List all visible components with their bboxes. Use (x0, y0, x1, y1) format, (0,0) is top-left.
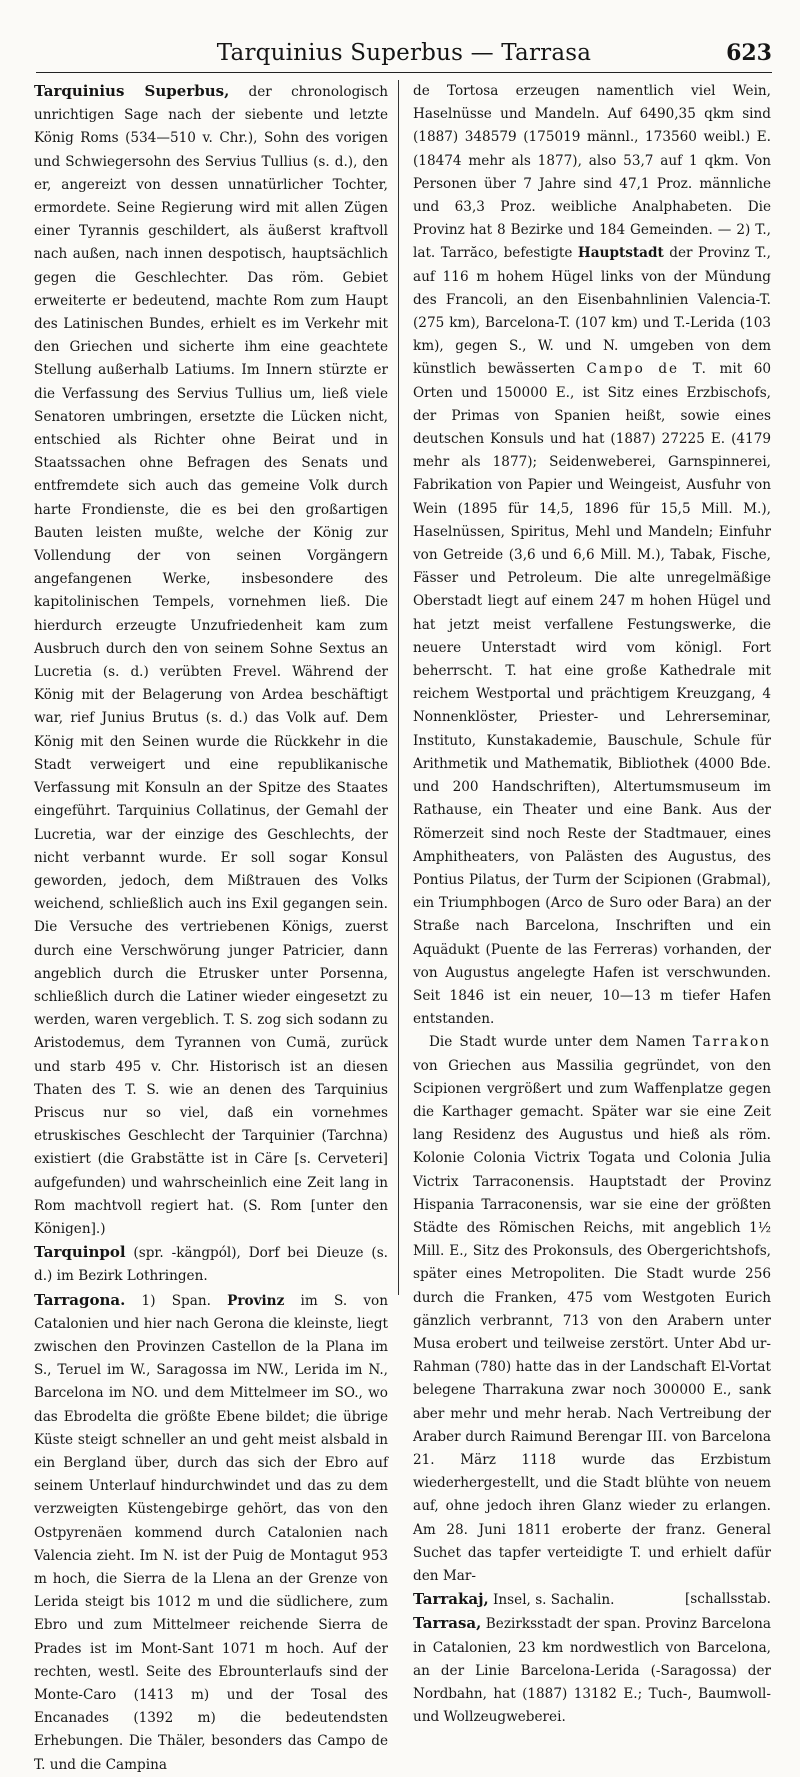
entry-text: Insel, s. Sachalin. (488, 1592, 615, 1609)
page-number: 623 (726, 40, 772, 66)
left-column (34, 80, 388, 1773)
entry-tarquinius-superbus (34, 80, 388, 1241)
entry-tarquinpol (34, 1241, 388, 1288)
entry-tarragona-continued (413, 80, 771, 1031)
right-column (413, 80, 772, 1726)
headword: Tarrasa, (413, 1614, 482, 1633)
headword: Tarquinpol (34, 1243, 126, 1262)
entry-tarragona (34, 1289, 388, 1777)
entry-text: Die Stadt wurde unter dem Namen (429, 1034, 693, 1051)
entry-tarragona-history (413, 1031, 771, 1588)
entry-text: de Tortosa erzeugen namentlich viel Wein, Haselnüsse und Mandeln. Auf 6490,35 qkm sind (1887) 348579 (175019 männl., 173560 weibl.) E. (18474 mehr als 1877), also 53,7 auf 1 qkm. Von Personen über 7 Jahre sind 47,1 Proz. männliche und 63,3 Proz. weibliche Analphabeten. Die Provinz hat 8 Bezirke und 184 Gemeinden. — 2) T., lat. Tarrăco, befestigte (413, 83, 771, 262)
entry-tarrasa (413, 1612, 771, 1729)
entry-text: mit 60 Orten und 150000 E., ist Sitz eines Erzbischofs, der Primas von Spanien heißt, sowie eines deutschen Konsuls und hat (1887) 27225 E. (4179 mehr als 1877); Seidenweberei, Garnspinnerei, Fabrikation von Papier und Weingeist, Ausfuhr von Wein (1895 für 14,5, 1896 für 15,5 Mill. M.), Haselnüssen, Spiritus, Mehl und Mandeln; Einfuhr von Getreide (3,6 und 6,6 Mill. M.), Tabak, Fische, Fässer und Petroleum. Die alte unregelmäßige Oberstadt liegt auf einem 247 m hohen Hügel und hat jetzt meist verfallene Festungswerke, die neuere Unterstadt wird vom königl. Fort beherrscht. T. hat eine große Kathedrale mit reichem Westportal und prächtigem Kreuzgang, 4 Nonnenklöster, Priester- und Lehrerseminar, Instituto, Kunstakademie, Bauschule, Schule für Arithmetik und Mathematik, Bibliothek (4000 Bde. und 200 Handschriften), Altertumsmuseum im Rathause, ein Theater und eine Bank. Aus der Römerzeit sind noch Reste der Stadtmauer, eines Amphitheaters, von Palästen des Augustus, des Pontius Pilatus, der Turm der Scipionen (Grabmal), ein Triumphbogen (Arco de Suro oder Bara) an der Straße nach Barcelona, Inschriften und ein Aquädukt (Puente de las Ferreras) vorhanden, der von Augustus angelegte Hafen ist verschwunden. Seit 1846 ist ein neuer, 10—13 m tiefer Hafen entstanden. (413, 361, 772, 1028)
entry-text: der Provinz T., auf 116 m hohem Hügel links von der Mündung des Francoli, an den Eisenbahnlinien Valencia-T. (275 km), Barcelona-T. (107 km) und T.-Lerida (103 km), gegen S., W. und N. umgeben von dem künstlich bewässerten (413, 245, 771, 378)
entry-text: im S. von Catalonien und hier nach Gerona die kleinste, liegt zwischen den Provinzen Castellon de la Plana im S., Teruel im W., Saragossa im NW., Lerida im N., Barcelona im NO. und dem Mittelmeer im SO., wo das Ebrodelta die größte Ebene bildet; die übrige Küste steigt schneller an und geht meist alsbald in ein Bergland über, durch das sich der Ebro auf seinem Unterlauf hindurchwindet und das zu dem verzweigten Küstengebirge gehört, das von den Ostpyrenäen kommend durch Catalonien nach Valencia zieht. Im N. ist der Puig de Montagut 953 m hoch, die Sierra de la Llena an der Grenze von Lerida steigt bis 1012 m und die südlichere, zum Ebro und zum Mittelmeer reichende Sierra de Prades ist im Mont-Sant 1071 m hoch. Auf der rechten, westl. Seite des Ebrounterlaufs sind der Monte-Caro (1413 m) und der Tosal des Encanades (1392 m) die bedeutendsten Erhebungen. Die Thäler, besonders das Campo de T. und die Campina (34, 1292, 388, 1773)
column-divider (398, 80, 399, 1295)
entry-text: (spr. -kängpól), Dorf bei Dieuze (s. d.) im Bezirk Lothringen. (34, 1245, 388, 1285)
entry-text: Bezirksstadt der span. Provinz Barcelona in Catalonien, 23 km nordwestlich von Barcelona, an der Linie Barcelona-Lerida (-Saragossa) der Nordbahn, hat (1887) 13182 E.; Tuch-, Baumwoll- und Wollzeugweberei. (413, 1616, 771, 1726)
keyword-provinz: Provinz (227, 1292, 285, 1309)
headword: Tarragona. (34, 1290, 126, 1309)
entry-text: 1) Span. (125, 1292, 228, 1309)
running-title: Tarquinius Superbus — Tarrasa (216, 40, 592, 66)
spaced-term-tarrakon: Tarrakon (692, 1034, 771, 1051)
spaced-term-campo: Campo de T. (586, 361, 708, 378)
headword: Tarrakaj, (413, 1590, 489, 1609)
entry-text: der chronologisch unrichtigen Sage nach der siebente und letzte König Roms (534—510 v. Chr.), Sohn des vorigen und Schwiegersohn des Servius Tullius (s. d.), den er, angereizt von dessen unnatürlicher Tochter, ermordete. Seine Regierung wird mit allen Zügen einer Tyrannis geschildert, als äußerst kraftvoll nach außen, nach innen despotisch, hauptsächlich gegen die Geschlechter. Das röm. Gebiet erweiterte er bedeutend, machte Rom zum Haupt des Latinischen Bundes, erhielt es im Verkehr mit den Griechen und sicherte ihm eine geachtete Stellung außerhalb Latiums. Im Innern stürzte er die Verfassung des Servius Tullius um, ließ viele Senatoren umbringen, ersetzte die Lücken nicht, entschied als Richter ohne Beirat und in Staatssachen ohne Befragen des Senats und entfremdete sich auch das gemeine Volk durch harte Frondienste, die es bei den großartigen Bauten leisten mußte, welche der König zur Vollendung der von seinen Vorgängern angefangenen Werke, insbesondere des kapitolinischen Tempels, vornehmen ließ. Die hierdurch erzeugte Unzufriedenheit kam zum Ausbruch durch den von seinem Sohne Sextus an Lucretia (s. d.) verübten Frevel. Während der König mit der Belagerung von Ardea beschäftigt war, rief Junius Brutus (s. d.) das Volk auf. Dem König mit den Seinen wurde die Rückkehr in die Stadt verweigert und eine republikanische Verfassung mit Konsuln an der Spitze des Staates eingeführt. Tarquinius Collatinus, der Gemahl der Lucretia, war der einzige des Geschlechts, der nicht verbannt wurde. Er soll sogar Konsul geworden, jedoch, dem Mißtrauen des Volks weichend, schließlich auch ins Exil gegangen sein. Die Versuche des vertriebenen Königs, zuerst durch eine Verschwörung junger Patricier, dann angeblich durch die Etrusker unter Porsenna, schließlich durch die Latiner wieder eingesetzt zu werden, waren vergeblich. T. S. zog sich sodann zu Aristodemus, dem Tyrannen von Cumä, zurück und starb 495 v. Chr. Historisch ist an diesen Thaten des T. S. wie an denen des Tarquinius Priscus nur so viel, daß ein vornehmes etruskisches Geschlecht der Tarquinier (Tarchna) existiert (die Grabstätte ist in Cäre [s. Cerveteri] aufgefunden) und wahrscheinlich eine Zeit lang in Rom machtvoll regiert hat. (S. Rom [unter den Königen].) (34, 84, 388, 1237)
headword: Tarquinius Superbus, (34, 82, 230, 100)
keyword-hauptstadt: Hauptstadt (577, 245, 664, 262)
page-header (36, 38, 772, 73)
entry-tarrakaj (413, 1588, 771, 1612)
entry-text: von Griechen aus Massilia gegründet, von den Scipionen vergrößert und zum Waffenplatze gegen die Karthager gemacht. Später war sie eine Zeit lang Residenz des Augustus und hieß als röm. Kolonie Colonia Victrix Togata und Colonia Julia Victrix Tarraconensis. Hauptstadt der Provinz Hispania Tarraconensis, war sie eine der größten Städte des Römischen Reichs, mit angeblich 1½ Mill. E., Sitz des Prokonsuls, des Obergerichtshofs, später eines Metropoliten. Die Stadt wurde 256 durch die Franken, 475 vom Westgoten Eurich gänzlich verbrannt, 713 von den Arabern unter Musa erobert und teilweise zerstört. Unter Abd ur-Rahman (780) hatte das in der Landschaft El-Vortat belegene Tharrakuna zwar noch 300000 E., sank aber mehr und mehr herab. Nach Vertreibung der Araber durch Raimund Berengar III. von Barcelona 21. März 1118 wurde das Erzbistum wiederhergestellt, und die Stadt blühte von neuem auf, ohne jedoch ihren Glanz wieder zu erlangen. Am 28. Juni 1811 eroberte der franz. General Suchet das tapfer verteidigte T. und erhielt dafür den Mar- (413, 1057, 771, 1584)
line-continuation: [schallsstab. (685, 1591, 771, 1608)
